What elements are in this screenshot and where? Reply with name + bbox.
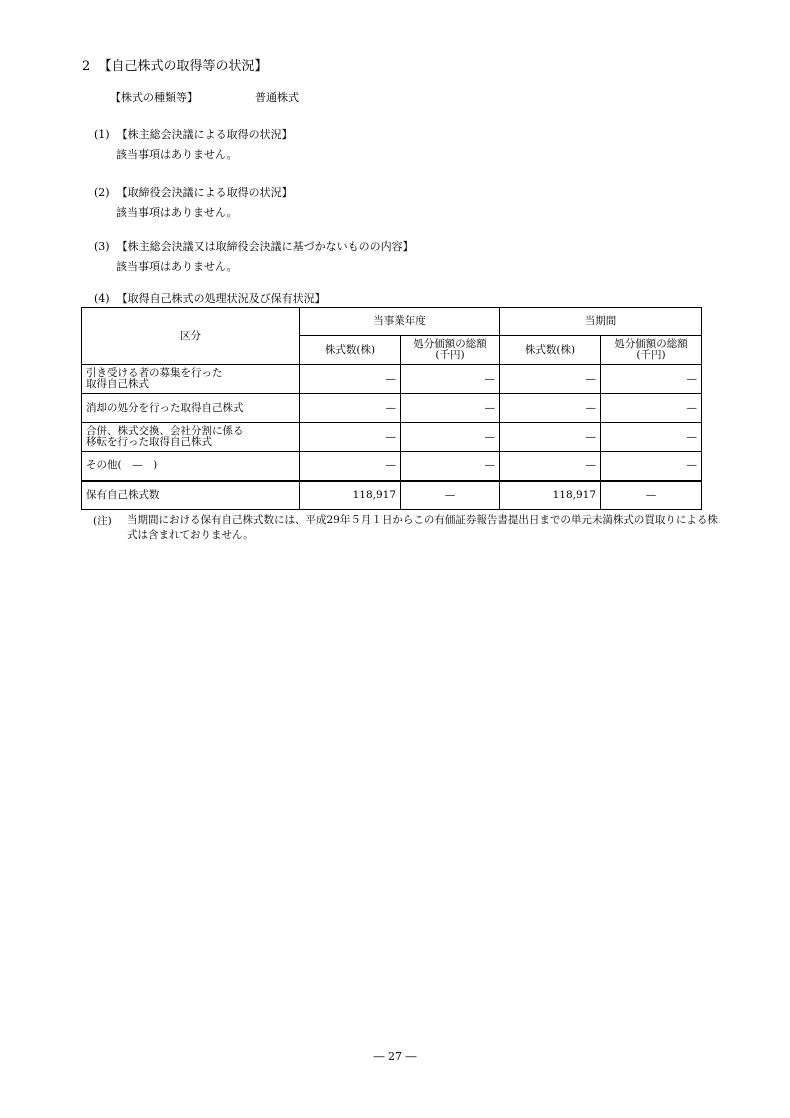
section-number: 2 [82, 59, 91, 74]
table-row [82, 423, 702, 452]
cell-value: — [401, 423, 500, 452]
item-4-heading: (4) 【取得自己株式の処理状況及び保有状況】 [94, 292, 326, 305]
table-row [82, 452, 702, 481]
row-label: 保有自己株式数 [82, 481, 300, 510]
cell-value: — [401, 452, 500, 481]
cell-value: — [601, 423, 702, 452]
stock-type-value: 普通株式 [255, 91, 299, 104]
cell-value: — [401, 481, 500, 510]
cell-value: 118,917 [300, 481, 401, 510]
row-label: その他( — ) [82, 452, 300, 481]
treasury-stock-table [81, 307, 702, 510]
cell-value: — [300, 452, 401, 481]
cell-value: — [601, 481, 702, 510]
cell-value: — [601, 394, 702, 423]
header-category: 区分 [82, 308, 300, 365]
header-current-period: 当期間 [500, 308, 702, 336]
stock-type-label: 【株式の種類等】 [110, 91, 198, 104]
cell-value: — [401, 365, 500, 394]
cell-value: 118,917 [500, 481, 601, 510]
cell-value: — [500, 452, 601, 481]
cell-value: — [300, 394, 401, 423]
row-label: 引き受ける者の募集を行った 取得自己株式 [82, 365, 300, 394]
cell-value: — [300, 423, 401, 452]
cell-value: — [500, 423, 601, 452]
item-3-body: 該当事項はありません。 [116, 260, 238, 273]
item-2-body: 該当事項はありません。 [116, 206, 238, 219]
item-1-heading: (1) 【株主総会決議による取得の状況】 [94, 128, 293, 141]
item-1-body: 該当事項はありません。 [116, 148, 238, 161]
section-title [82, 55, 268, 74]
item-3-heading: (3) 【株主総会決議又は取締役会決議に基づかないものの内容】 [94, 240, 414, 253]
table-row [82, 394, 702, 423]
cell-value: — [500, 394, 601, 423]
table-row-total [82, 481, 702, 510]
item-2-heading: (2) 【取締役会決議による取得の状況】 [94, 186, 293, 199]
cell-value: — [601, 365, 702, 394]
table-row [82, 365, 702, 394]
header-amount-1: 処分価額の総額 (千円) [401, 336, 500, 365]
section-title-text: 【自己株式の取得等の状況】 [98, 59, 268, 74]
page-number: ― 27 ― [373, 1050, 417, 1063]
row-label: 消却の処分を行った取得自己株式 [82, 394, 300, 423]
row-label: 合併、株式交換、会社分割に係る 移転を行った取得自己株式 [82, 423, 300, 452]
cell-value: — [401, 394, 500, 423]
cell-value: — [601, 452, 702, 481]
note-label: (注) [93, 515, 112, 527]
cell-value: — [500, 365, 601, 394]
header-amount-2: 処分価額の総額 (千円) [601, 336, 702, 365]
cell-value: — [300, 365, 401, 394]
header-shares-1: 株式数(株) [300, 336, 401, 365]
note-text: 当期間における保有自己株式数には、平成29年５月１日からこの有価証券報告書提出日までの単元未満株式の買取りによる株式は含まれておりません。 [127, 514, 718, 541]
header-current-fiscal-year: 当事業年度 [300, 308, 500, 336]
header-shares-2: 株式数(株) [500, 336, 601, 365]
